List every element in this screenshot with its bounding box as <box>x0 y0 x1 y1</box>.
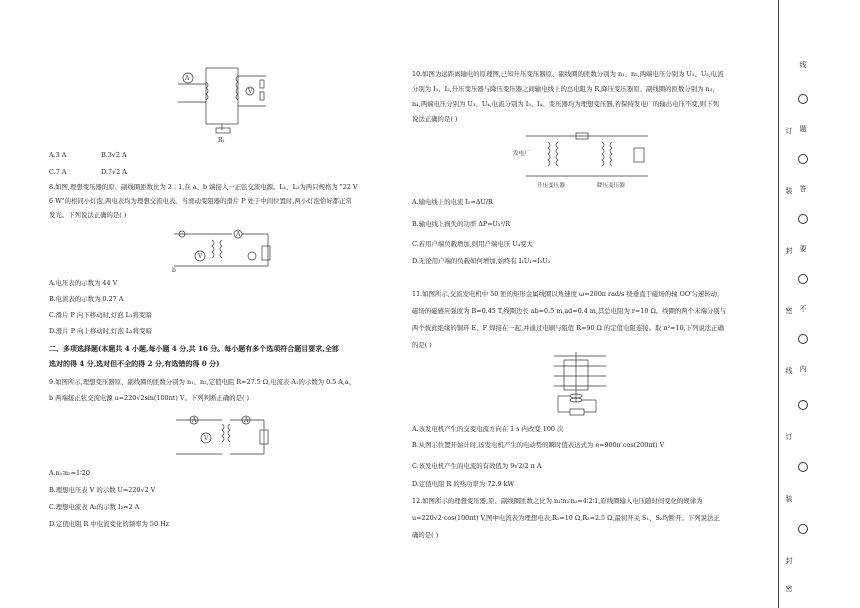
seal-circle <box>798 274 808 284</box>
q8-option-c: C.滑片 P 向下移动时,灯泡 L₁将变暗 <box>49 311 152 319</box>
q9-option-b: B.理想电压表 V 的示数 U=220√2 V <box>49 486 156 494</box>
q11-option-a: A.该发电机产生的交变电流方向在 1 s 内改变 100 次 <box>412 425 564 433</box>
binding-margin <box>785 0 813 608</box>
q8-option-d: D.滑片 P 向上移动时,灯泡 L₂将变暗 <box>49 327 152 335</box>
seal-char: 内 <box>799 365 807 373</box>
q11-stem-line3: 两个彼此绝缘的铜环 E、F 焊接在一起,并通过电刷与阻值 R=90 Ω 的定值电阻连接。取 π²=10,下列说法正确 <box>412 324 725 332</box>
svg-text:V: V <box>204 435 209 442</box>
svg-text:A: A <box>244 417 249 424</box>
q10-stem-line1: 10.如图为远距离输电的原理图,已知升压变压器原、副线圈的匝数分别为 n₁、n₂,两端电压分别为 U₁、U₂,电流 <box>412 70 724 78</box>
svg-text:b: b <box>172 267 176 274</box>
q10-stem-line2: 分别为 I₁、I₂,升压变压器与降压变压器之间输电线上的总电阻为 R,降压变压器原、副线圈的匝数分别为 n₃、 <box>412 85 719 93</box>
q12-stem-line2: u=220√2·cos(100πt) V,图中电流表为理想电表,R₁=10 Ω,R₂=2.5 Ω,最初开关 S₁、S₂均断开。下列说法正 <box>412 514 720 522</box>
svg-text:A: A <box>236 231 241 238</box>
q7-option-a: A.3 A <box>49 151 67 159</box>
q10-stem-line4: 说法正确的是( ) <box>412 115 458 123</box>
svg-text:V: V <box>248 88 253 95</box>
seal-char: 要 <box>799 245 807 253</box>
seal-char: 订 <box>785 433 793 441</box>
svg-text:V: V <box>198 253 203 260</box>
q10-option-d: D.无论用户端的负载如何增加,始终有 I₁U₁=I₂U₂ <box>412 257 551 265</box>
section-2-heading-line1: 二、多项选择题(本题共 4 小题,每小题 4 分,共 16 分。每小题有多个选项符合题目要求,全部 <box>49 344 339 353</box>
q10-option-c: C.若用户端负载增加,则用户端电压 U₄变大 <box>412 240 533 248</box>
seal-char: 题 <box>799 125 807 133</box>
seal-char: 不 <box>799 305 807 313</box>
q9-circuit-figure <box>172 410 272 460</box>
seal-circle <box>798 462 808 472</box>
q10-stem-line3: n₄,两端电压分别为 U₃、U₄,电流分别为 I₃、I₄。变压器均为理想变压器,若保持发电厂的输出电压不变,则下列 <box>412 100 719 108</box>
seal-circle <box>798 154 808 164</box>
q7-circuit-figure <box>172 62 282 144</box>
q9-option-c: C.理想电流表 A₂的示数 I₂=2 A <box>49 503 140 511</box>
q11-option-c: C.该发电机产生的电流的有效值为 9√2/2 π A <box>412 462 542 470</box>
seal-char: 订 <box>785 127 793 135</box>
q10-power-plant-label: 发电厂 <box>513 151 530 157</box>
q11-option-b: B.从图示位置开始计时,该发电机产生的电动势的瞬时值表达式为 e=900π cos(200πt) V <box>412 441 665 449</box>
q8-stem-line2: 6 W"的相同小灯泡,两电表均为理想交流电表。当滑动变阻器的滑片 P 处于中间位置时,两小灯泡恰好都正常 <box>49 197 352 205</box>
section-2-heading-line2: 选对的得 4 分,选对但不全的得 2 分,有选错的得 0 分) <box>49 359 220 368</box>
seal-char: 线 <box>799 61 807 69</box>
q7-option-b: B.3√2 A <box>101 151 127 159</box>
q10-option-b: B.输电线上损失的功率 ΔP=U₂²/R <box>412 220 511 228</box>
seal-circle <box>798 334 808 344</box>
seal-circle <box>798 400 808 410</box>
q10-option-a: A.输电线上的电流 I₂=ΔU/R <box>412 198 493 206</box>
q7-option-c: C.7 A <box>49 168 67 176</box>
seal-char: 封 <box>785 247 793 255</box>
q11-stem-line2: 磁场的磁感应强度为 B=0.45 T,线圈边长 ab=0.5 m,ad=0.4 m,其总电阻为 r=10 Ω。线圈的两个末端分别与 <box>412 307 727 315</box>
q8-stem-line3: 发光。下列说法正确的是( ) <box>49 211 127 219</box>
seal-circle <box>798 94 808 104</box>
seal-char: 答 <box>799 185 807 193</box>
q8-stem-line1: 8.如图,理想变压器的原、副线圈匝数比为 2∶1,在 a、b 端接入一正弦交流电源。L₁、L₂为两只规格为 "22 V <box>49 183 358 191</box>
svg-text:A: A <box>185 75 190 82</box>
q10-step-down-label: 降压变压器 <box>597 183 625 189</box>
q8-option-a: A.电压表的示数为 44 V <box>49 279 118 287</box>
q9-stem-line2: b 两端接正弦交流电源 u=220√2sin(100πt) V。下列判断正确的是( ) <box>49 394 250 402</box>
seal-circle <box>798 214 808 224</box>
q9-option-a: A.n₁∶n₂=1∶20 <box>49 469 90 477</box>
seal-char: 线 <box>785 367 793 375</box>
q8-circuit-figure <box>172 226 280 274</box>
seal-char: 密 <box>785 585 793 593</box>
q11-generator-figure <box>548 352 612 418</box>
q9-stem-line1: 9.如图所示,理想变压器原、副线圈的匝数分别为 n₁、n₂,定值电阻 R=27.5 Ω,电流表 A₁的示数为 0.5 A,a、 <box>49 378 356 386</box>
seal-char: 装 <box>785 187 793 195</box>
seal-char: 密 <box>785 307 793 315</box>
q11-option-d: D.定值电阻 R 的热功率为 72.9 kW <box>412 480 515 488</box>
q11-stem-line4: 的是( ) <box>412 341 432 349</box>
seal-char: 封 <box>785 557 793 565</box>
q11-stem-line1: 11.如图所示,交流发电机中 50 匝的矩形金属线圈以角速度 ω=200π rad/s 绕垂直于磁场的轴 OO′匀速转动, <box>412 290 720 298</box>
binding-line <box>778 0 779 608</box>
q12-stem-line1: 12.如图所示的理想变压器,原、副线圈匝数之比为 n₁∶n₂∶n₃=4∶2∶1,原线圈输入电压随时间变化的规律为 <box>412 497 703 505</box>
svg-text:R₁: R₁ <box>218 137 225 144</box>
q9-option-d: D.定值电阻 R 中电流变化的频率为 50 Hz <box>49 520 170 528</box>
q8-option-b: B.电流表的示数为 0.27 A <box>49 295 124 303</box>
seal-circle <box>798 524 808 534</box>
q10-step-up-label: 升压变压器 <box>537 183 565 189</box>
svg-text:A: A <box>192 417 197 424</box>
seal-char: 装 <box>785 495 793 503</box>
q12-stem-line3: 确的是( ) <box>412 531 439 539</box>
q7-option-d: D.7√2 A <box>101 168 127 176</box>
